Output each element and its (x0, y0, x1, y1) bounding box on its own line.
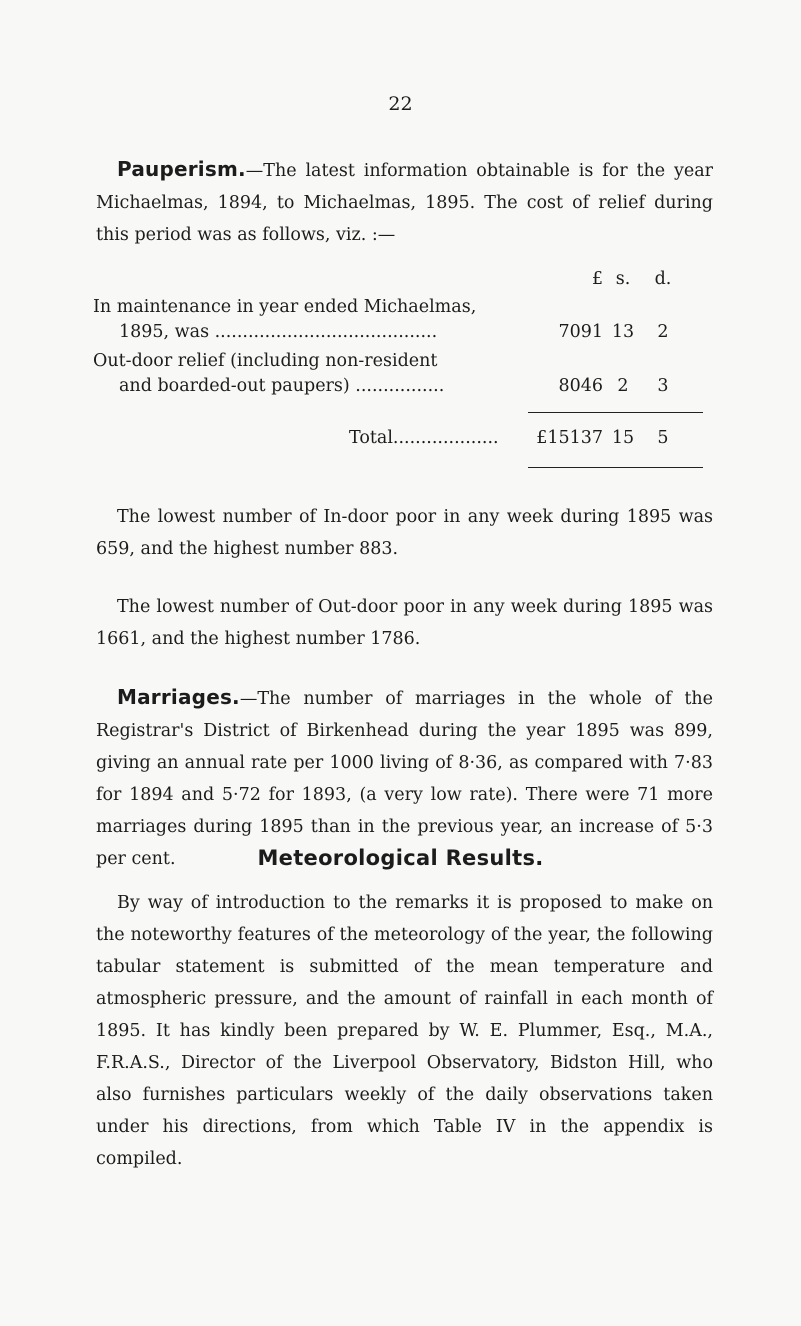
maintenance-shillings: 13 (611, 322, 635, 342)
outdoor-relief-pence: 3 (657, 376, 669, 396)
maintenance-label-line2: 1895, was ........................................ (119, 322, 438, 342)
pauperism-paragraph (96, 153, 713, 251)
outdoor-relief-pounds: 8046 (558, 376, 603, 396)
indoor-poor-paragraph: The lowest number of In-door poor in any week during 1895 was 659, and the highest number 883. (96, 507, 713, 559)
pounds-header: £ (591, 269, 603, 289)
total-shillings: 15 (611, 428, 635, 448)
pauperism-intro: —The latest information obtainable is for the year Michaelmas, 1894, to Michaelmas, 1895. The cost of relief during this period was as follows, viz. :— (96, 161, 713, 245)
meteorological-heading: Meteorological Results. (257, 846, 544, 870)
marriages-heading: Marriages. (117, 685, 240, 709)
total-label: Total................... (349, 428, 499, 448)
total-row (130, 428, 720, 454)
total-pounds: £15137 (536, 428, 603, 448)
maintenance-row (119, 322, 720, 348)
maintenance-pounds: 7091 (558, 322, 603, 342)
outdoor-relief-label-line1: Out-door relief (including non-resident (93, 351, 438, 371)
subtotal-rule (528, 412, 703, 413)
pauperism-heading: Pauperism. (117, 157, 246, 181)
pence-header: d. (654, 269, 672, 289)
outdoor-relief-shillings: 2 (617, 376, 629, 396)
outdoor-poor-paragraph: The lowest number of Out-door poor in any week during 1895 was 1661, and the highest number 1786. (96, 597, 713, 649)
page-number: 22 (388, 93, 413, 115)
total-rule (528, 467, 703, 468)
shillings-header: s. (615, 269, 631, 289)
total-pence: 5 (657, 428, 669, 448)
outdoor-relief-label-line2: and boarded-out paupers) ................ (119, 376, 445, 396)
maintenance-pence: 2 (657, 322, 669, 342)
maintenance-label-line1: In maintenance in year ended Michaelmas, (93, 297, 477, 317)
outdoor-relief-row (119, 376, 720, 402)
marriages-body: —The number of marriages in the whole of the Registrar's District of Birkenhead during the year 1895 was 899, giving an annual rate per 1000 living of 8·36, as compared with 7·83 for 1894 and 5·72 for 1893, (a very low rate). There were 71 more marriages during 1895 than in the previous year, an increase of 5·3 per cent. (96, 689, 713, 869)
currency-header-row (130, 269, 720, 295)
meteorological-paragraph: By way of introduction to the remarks it is proposed to make on the noteworthy features of the meteorology of the year, the following tabular statement is submitted of the mean temperature and atmospheric pressure, and the amount of rainfall in each month of 1895. It has kindly been prepared by W. E. Plummer, Esq., M.A., F.R.A.S., Director of the Liverpool Observatory, Bidston Hill, who also furnishes particulars weekly of the daily observations taken under his directions, from which Table IV in the appendix is compiled. (96, 893, 713, 1169)
